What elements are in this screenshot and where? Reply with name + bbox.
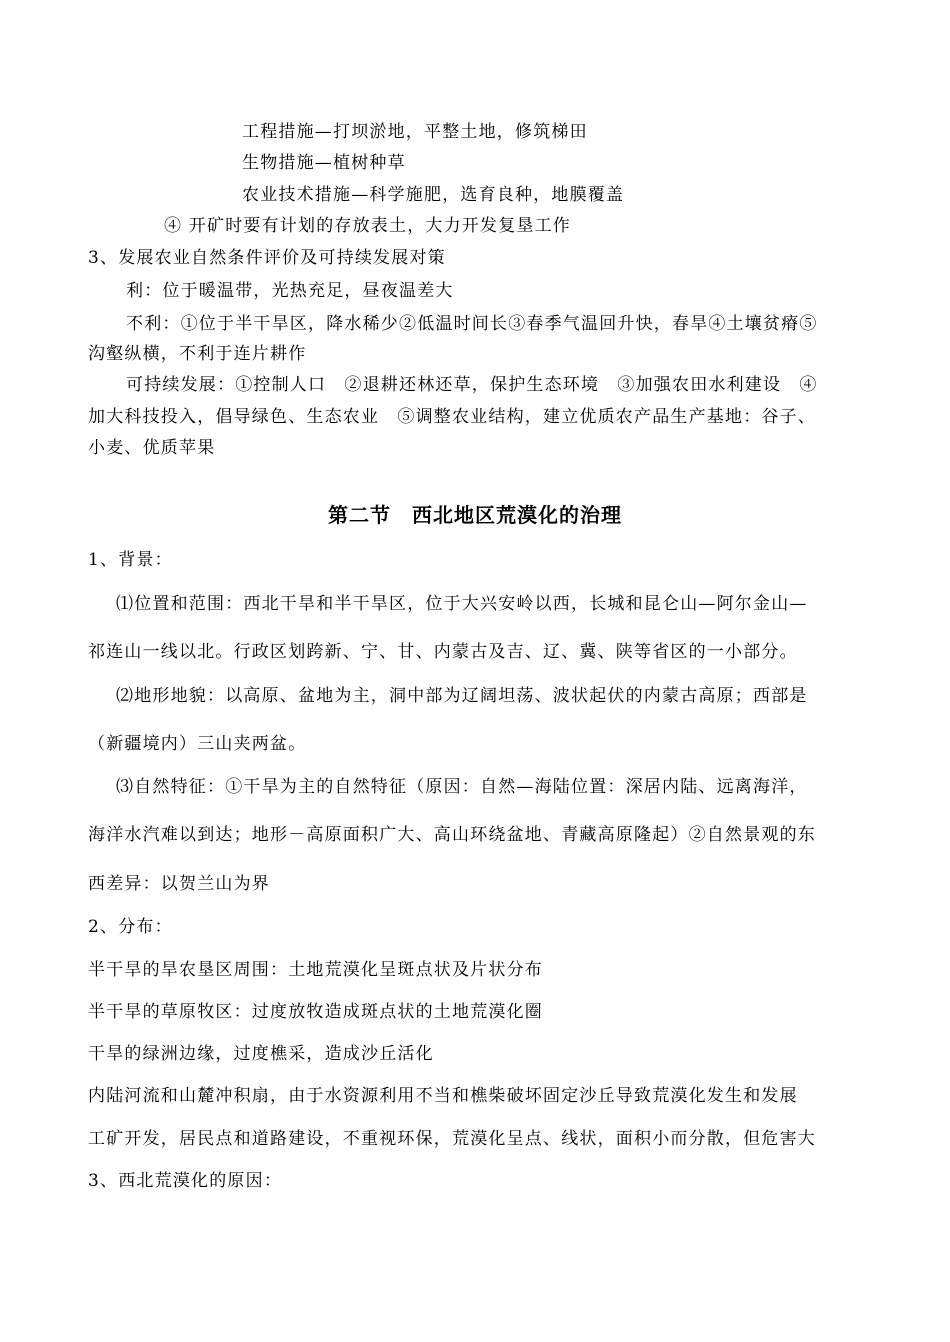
nature-line-2: 海洋水汽难以到达；地形－高原面积广大、高山环绕盆地、青藏高原隆起）②自然景观的东 (88, 825, 816, 845)
terrain-line-2: （新疆境内）三山夹两盆。 (88, 734, 307, 754)
distribution-item: 工矿开发，居民点和道路建设，不重视环保，荒漠化呈点、线状，面积小而分散，但危害大 (88, 1129, 816, 1149)
nature-line-3: 西差异：以贺兰山为界 (88, 874, 270, 894)
sustainable-line-1: 可持续发展：①控制人口 ②退耕还林还草，保护生态环境 ③加强农田水利建设 ④ (126, 375, 818, 395)
section-title: 第二节 西北地区荒漠化的治理 (328, 503, 622, 527)
nature-line-1: ⑶自然特征：①干旱为主的自然特征（原因：自然—海陆位置：深居内陆、远离海洋， (116, 777, 808, 797)
terrain-line-1: ⑵地形地貌：以高原、盆地为主，洞中部为辽阔坦荡、波状起伏的内蒙古高原；西部是 (116, 686, 808, 706)
engineering-measures-line: 工程措施—打坝淤地，平整土地，修筑梯田 (242, 122, 588, 142)
location-line-1: ⑴位置和范围：西北干旱和半干旱区，位于大兴安岭以西，长城和昆仑山—阿尔金山— (116, 594, 808, 614)
location-line-2: 祁连山一线以北。行政区划跨新、宁、甘、内蒙古及吉、辽、冀、陕等省区的一小部分。 (88, 642, 798, 662)
distribution-item: 半干旱的旱农垦区周围：土地荒漠化呈斑点状及片状分布 (88, 960, 543, 980)
causes-heading: 3、西北荒漠化的原因： (88, 1171, 283, 1191)
distribution-item: 干旱的绿洲边缘，过度樵采，造成沙丘活化 (88, 1044, 434, 1064)
disadvantages-line-2: 沟壑纵横，不利于连片耕作 (88, 344, 307, 364)
biological-measures-line: 生物措施—植树种草 (242, 153, 406, 173)
background-heading: 1、背景： (88, 550, 173, 570)
sustainable-line-3: 小麦、优质苹果 (88, 438, 216, 458)
disadvantages-line-1: 不利：①位于半干旱区，降水稀少②低温时间长③春季气温回升快，春旱④土壤贫瘠⑤ (126, 314, 818, 334)
mining-reclamation-line: ④ 开矿时要有计划的存放表土，大力开发复垦工作 (164, 216, 572, 236)
agri-tech-measures-line: 农业技术措施—科学施肥，选育良种，地膜覆盖 (242, 185, 625, 205)
advantages-line: 利：位于暖温带，光热充足，昼夜温差大 (126, 281, 454, 301)
distribution-item: 半干旱的草原牧区：过度放牧造成斑点状的土地荒漠化圈 (88, 1002, 543, 1022)
distribution-heading: 2、分布： (88, 917, 173, 937)
distribution-item: 内陆河流和山麓冲积扇，由于水资源利用不当和樵柴破坏固定沙丘导致荒漠化发生和发展 (88, 1086, 798, 1106)
section-heading-3: 3、发展农业自然条件评价及可持续发展对策 (88, 248, 446, 268)
sustainable-line-2: 加大科技投入，倡导绿色、生态农业 ⑤调整农业结构，建立优质农产品生产基地：谷子、 (88, 407, 816, 427)
